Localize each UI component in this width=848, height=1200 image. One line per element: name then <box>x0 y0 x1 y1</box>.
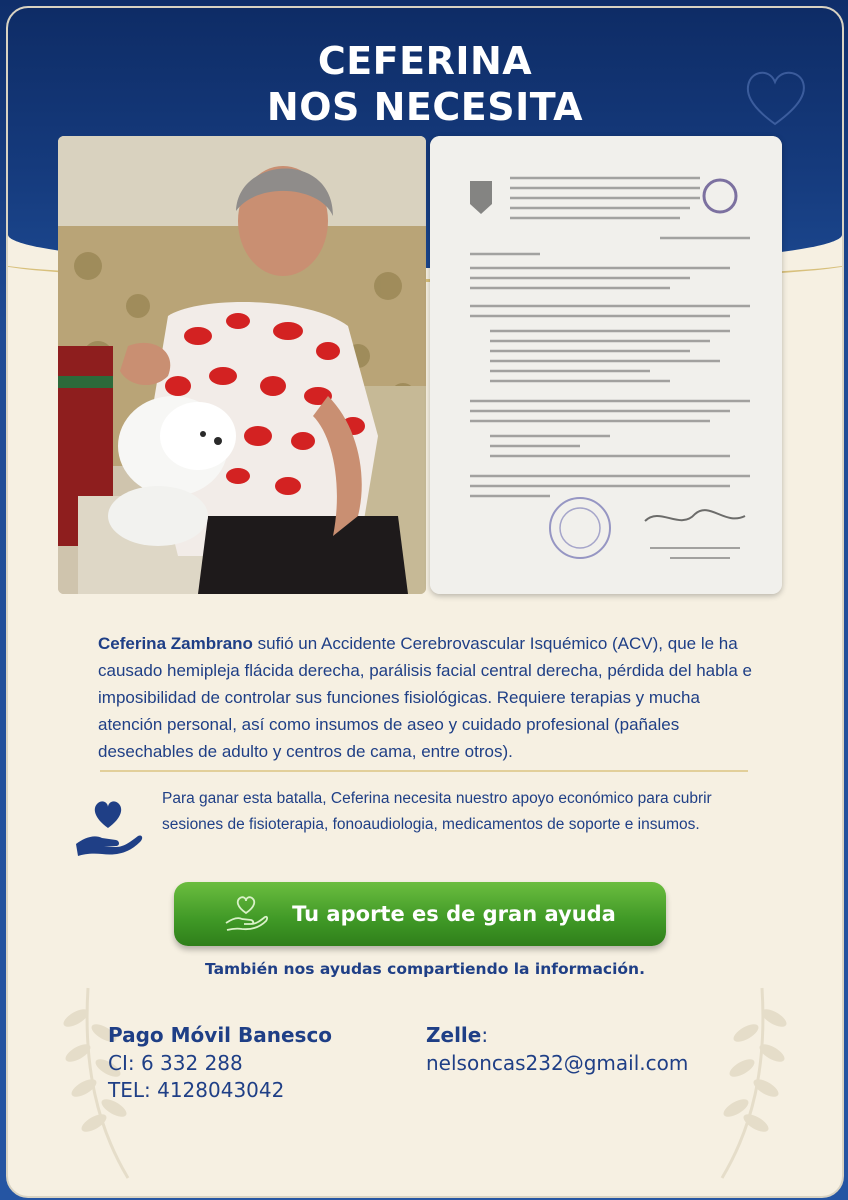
zelle-email[interactable]: nelsoncas232@gmail.com <box>426 1051 689 1075</box>
case-description <box>98 630 768 765</box>
donate-button[interactable] <box>174 882 666 946</box>
zelle-colon: : <box>481 1023 489 1047</box>
share-text: También nos ayudas compartiendo la información. <box>205 960 645 978</box>
case-description-text: sufió un Accidente Cerebrovascular Isquémico (ACV), que le ha causado hemipleja flácida derecha, parálisis facial central derecha, pérdida del habla e imposibilidad de controlar sus funciones fisiológicas. Requiere terapias y mucha atención personal, así como insumos de aseo y cuidado profesional (pañales desechables de adulto y centros de cama, entre otros). <box>98 634 752 761</box>
heart-hand-icon <box>224 895 268 933</box>
zelle-title-row <box>426 1020 786 1050</box>
heart-hand-icon <box>72 798 144 860</box>
title-line-1: CEFERINA <box>317 39 533 83</box>
support-text: Para ganar esta batalla, Ceferina necesita nuestro apoyo económico para cubrir sesiones de fisioterapia, fonoaudiologia, medicamentos de soporte e insumos. <box>162 790 712 833</box>
pago-movil-block <box>108 1020 408 1104</box>
donate-button-label: Tu aporte es de gran ayuda <box>292 902 616 926</box>
document-illustration <box>430 136 782 594</box>
pago-movil-title: Pago Móvil Banesco <box>108 1023 333 1047</box>
medical-report-document <box>430 136 782 594</box>
divider <box>100 770 748 772</box>
photo-illustration <box>58 136 426 594</box>
woman-with-dog-photo <box>58 136 426 594</box>
patient-name: Ceferina Zambrano <box>98 634 253 653</box>
title-line-2: NOS NECESITA <box>266 85 584 129</box>
pago-movil-tel[interactable]: TEL: 4128043042 <box>108 1078 285 1102</box>
zelle-block <box>426 1020 786 1077</box>
flyer-card <box>6 6 844 1198</box>
page-title <box>8 38 842 130</box>
wheat-decoration-icon <box>702 968 822 1188</box>
zelle-title: Zelle <box>426 1023 482 1047</box>
pago-movil-ci[interactable]: CI: 6 332 288 <box>108 1051 243 1075</box>
